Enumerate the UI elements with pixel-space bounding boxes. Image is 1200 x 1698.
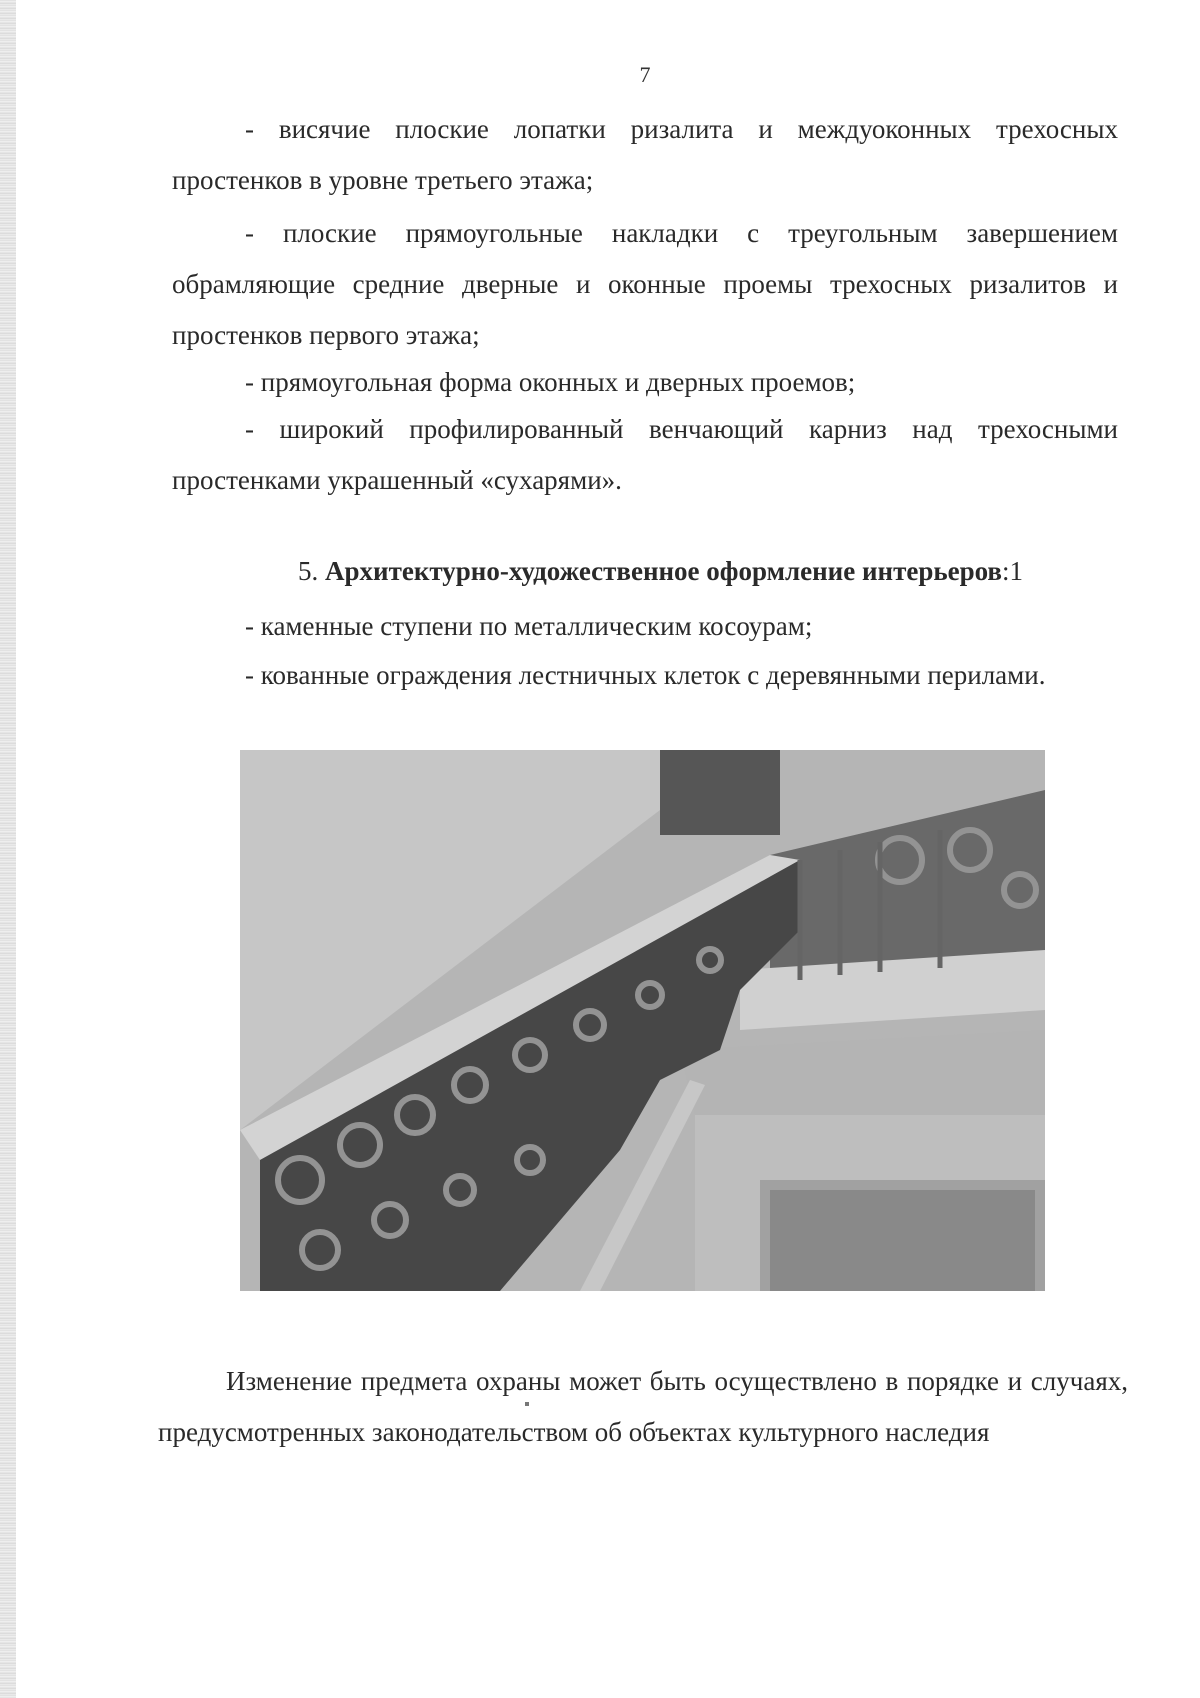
section-title: Архитектурно-художественное оформление интерьеров xyxy=(325,556,1003,586)
list-item-openings: - прямоугольная форма оконных и дверных проемов; xyxy=(245,367,856,397)
list-item-cornice: - широкий профилированный венчающий карниз над трехосными простенками украшенный «сухарями». xyxy=(172,414,1118,495)
page-number: 7 xyxy=(639,62,651,87)
section-item-railings: - кованные ограждения лестничных клеток с деревянными перилами. xyxy=(245,660,1046,690)
list-item-pilasters: - висячие плоские лопатки ризалита и междуоконных трехосных простенков в уровне третьего этажа; xyxy=(172,114,1118,195)
staircase-photo xyxy=(240,750,1045,1291)
scan-speck xyxy=(525,1402,529,1406)
section-trailing-mark: :1 xyxy=(1002,556,1024,586)
section-number: 5. xyxy=(298,556,319,586)
section-heading xyxy=(298,551,1023,591)
list-item-overlays: - плоские прямоугольные накладки с треугольным завершением обрамляющие средние дверные и оконные проемы трехосных ризалитов и простенков первого этажа; xyxy=(172,218,1118,350)
scan-edge-artifact xyxy=(0,0,16,1698)
section-item-steps: - каменные ступени по металлическим косоурам; xyxy=(245,611,813,641)
staircase-photo-drawing xyxy=(240,750,1045,1291)
closing-paragraph: Изменение предмета охраны может быть осуществлено в порядке и случаях, предусмотренных законодательством об объектах культурного наследия xyxy=(158,1366,1128,1447)
